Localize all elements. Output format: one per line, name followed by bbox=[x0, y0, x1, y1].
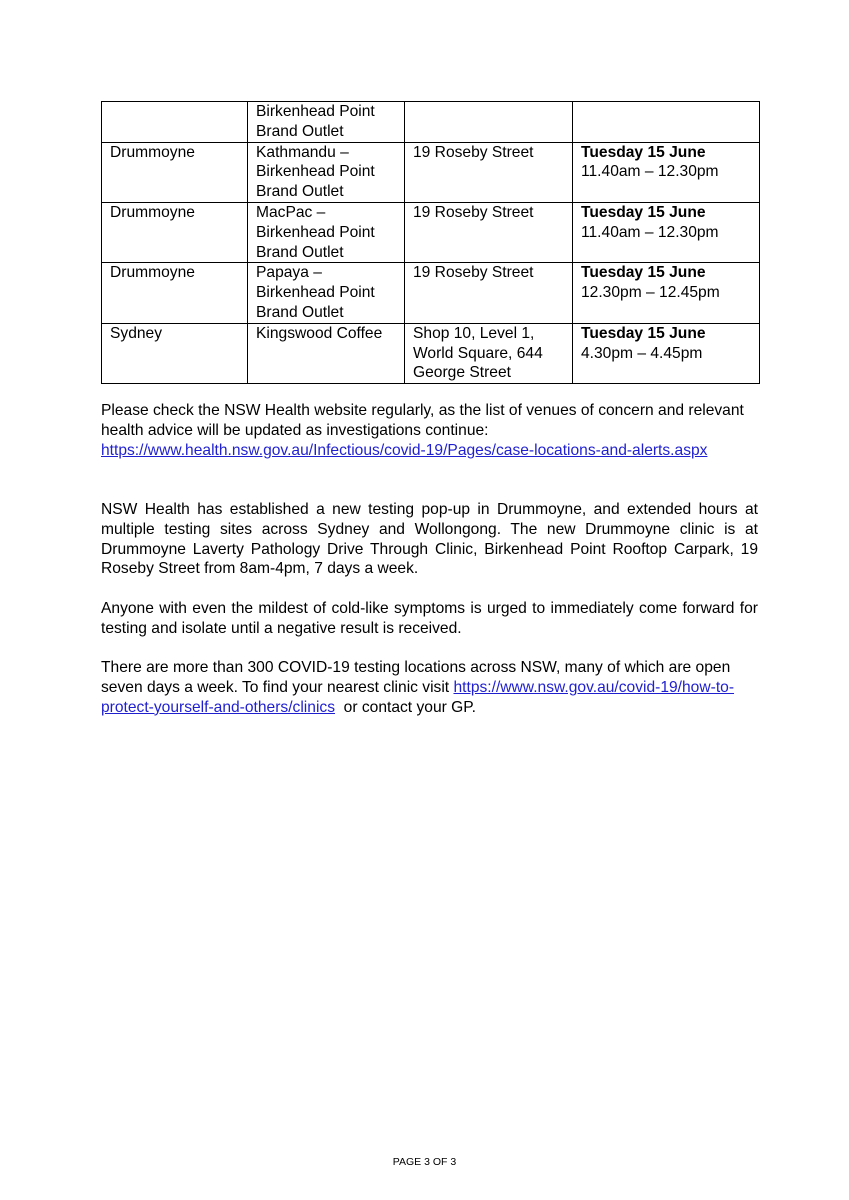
exposure-date: Tuesday 15 June bbox=[581, 203, 706, 221]
clinics-link[interactable]: https://www.nsw.gov.au/covid-19/how-to-protect-yourself-and-others/clinics bbox=[101, 678, 735, 716]
venue-cell: Kingswood Coffee bbox=[248, 323, 405, 383]
venue-cell: Papaya – Birkenhead Point Brand Outlet bbox=[248, 263, 405, 323]
suburb-cell: Drummoyne bbox=[102, 142, 248, 202]
exposure-time: 12.30pm – 12.45pm bbox=[581, 284, 720, 302]
suburb-cell bbox=[102, 102, 248, 143]
check-website-text: Please check the NSW Health website regularly, as the list of venues of concern and relevant health advice will be updated as investigations continue: bbox=[101, 402, 744, 439]
date-time-cell bbox=[573, 263, 760, 323]
date-time-cell bbox=[573, 202, 760, 262]
date-time-cell bbox=[573, 102, 760, 143]
date-time-cell bbox=[573, 323, 760, 383]
contact-gp-text: or contact your GP. bbox=[335, 698, 476, 716]
exposure-date: Tuesday 15 June bbox=[581, 264, 706, 282]
venue-cell: Birkenhead Point Brand Outlet bbox=[248, 102, 405, 143]
table-row bbox=[102, 202, 760, 262]
case-locations-link[interactable]: https://www.health.nsw.gov.au/Infectious/covid-19/Pages/case-locations-and-alerts.aspx bbox=[101, 441, 708, 459]
address-cell: Shop 10, Level 1, World Square, 644 George Street bbox=[405, 323, 573, 383]
exposure-time: 11.40am – 12.30pm bbox=[581, 223, 719, 241]
symptoms-paragraph: Anyone with even the mildest of cold-like symptoms is urged to immediately come forward for testing and isolate until a negative result is received. bbox=[101, 600, 758, 637]
table-row bbox=[102, 263, 760, 323]
check-website-paragraph bbox=[101, 401, 758, 460]
exposure-date: Tuesday 15 June bbox=[581, 143, 706, 161]
date-time-cell bbox=[573, 142, 760, 202]
testing-popup-paragraph: NSW Health has established a new testing pop-up in Drummoyne, and extended hours at multiple testing sites across Sydney and Wollongong. The new Drummoyne clinic is at Drummoyne Laverty Pathology Drive Through Clinic, Birkenhead Point Rooftop Carpark, 19 Roseby Street from 8am-4pm, 7 days a week. bbox=[101, 501, 758, 578]
testing-locations-paragraph bbox=[101, 658, 758, 717]
testing-locations-text: There are more than 300 COVID-19 testing locations across NSW, many of which are open seven days a week. To find your nearest clinic visit bbox=[101, 659, 731, 696]
table-row bbox=[102, 142, 760, 202]
address-cell: 19 Roseby Street bbox=[405, 202, 573, 262]
exposure-date: Tuesday 15 June bbox=[581, 324, 706, 342]
venue-cell: MacPac – Birkenhead Point Brand Outlet bbox=[248, 202, 405, 262]
suburb-cell: Sydney bbox=[102, 323, 248, 383]
exposure-time: 4.30pm – 4.45pm bbox=[581, 344, 703, 362]
table-row bbox=[102, 102, 760, 143]
exposure-time: 11.40am – 12.30pm bbox=[581, 163, 719, 181]
address-cell bbox=[405, 102, 573, 143]
table-row bbox=[102, 323, 760, 383]
venue-cell: Kathmandu – Birkenhead Point Brand Outlet bbox=[248, 142, 405, 202]
address-cell: 19 Roseby Street bbox=[405, 263, 573, 323]
suburb-cell: Drummoyne bbox=[102, 263, 248, 323]
suburb-cell: Drummoyne bbox=[102, 202, 248, 262]
address-cell: 19 Roseby Street bbox=[405, 142, 573, 202]
venues-of-concern-table bbox=[101, 101, 760, 384]
page-number: PAGE 3 OF 3 bbox=[392, 1156, 457, 1168]
